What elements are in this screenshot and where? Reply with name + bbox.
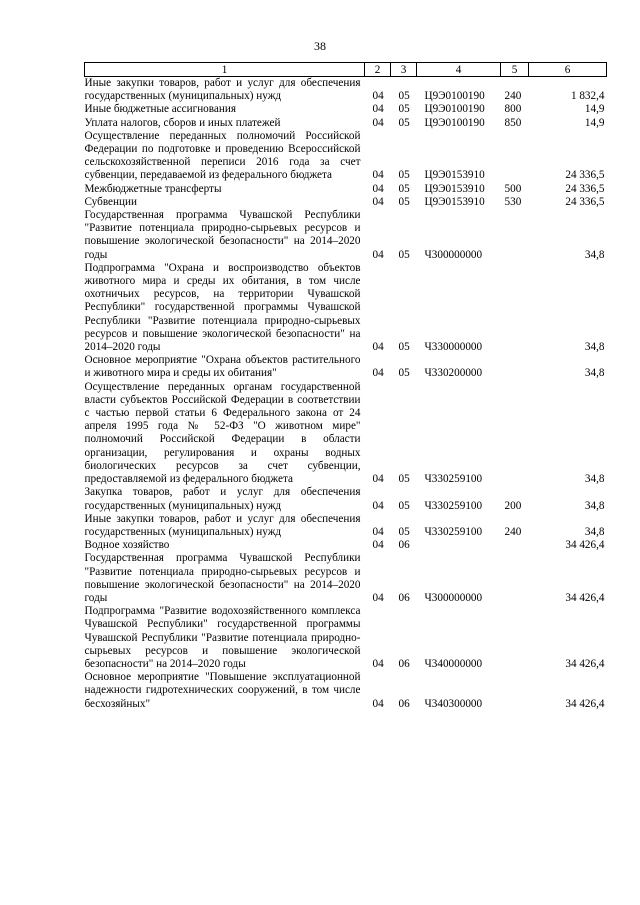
row-subsection: 05 [398,341,410,354]
row-target-item: Ч330259100 [424,499,483,512]
row-section: 04 [372,169,384,182]
table-row [85,513,607,539]
row-target-item: Ц9Э0153910 [424,169,485,182]
row-expense-type: 800 [504,103,522,116]
row-amount: 34,8 [584,499,605,512]
row-amount: 34,8 [584,473,605,486]
row-name: Закупка товаров, работ и услуг для обеспечения государственных (муниципальных) нужд [84,486,361,512]
row-section: 04 [372,499,384,512]
row-expense-type: 200 [504,499,522,512]
row-target-item: Ч340300000 [424,697,483,710]
row-section: 04 [372,591,384,604]
row-subsection: 05 [398,248,410,261]
row-name: Межбюджетные трансферты [84,182,222,195]
header-col-amount: 6 [529,63,607,77]
row-target-item: Ч330259100 [424,473,483,486]
row-target-item: Ч300000000 [424,248,483,261]
row-expense-type [501,605,529,671]
row-section: 04 [372,367,384,380]
row-section: 04 [372,116,384,129]
row-name: Подпрограмма "Охрана и воспроизводство объектов животного мира и среды их обитания, в том числе охотничьих ресурсов, на территории Чувашской Республики" государственной программы Чувашской Республики "Развитие потенциала природно-сырьевых ресурсов и повышение экологической безопасности" на 2014–2020 годы [84,261,361,354]
table-body [85,77,607,711]
row-subsection: 06 [398,697,410,710]
row-target-item: Ч300000000 [424,591,483,604]
row-target-item: Ч330000000 [424,341,483,354]
row-subsection: 06 [398,539,410,552]
table-row [85,103,607,116]
row-subsection: 05 [398,525,410,538]
table-row [85,381,607,487]
table-row [85,552,607,605]
row-expense-type: 240 [504,90,522,103]
row-target-item [417,539,501,552]
row-amount: 24 336,5 [565,182,605,195]
row-amount: 34 426,4 [565,539,605,552]
table-row [85,117,607,130]
row-amount: 34 426,4 [565,697,605,710]
page-number: 38 [314,39,326,53]
row-expense-type [501,262,529,354]
row-amount: 34,8 [584,248,605,261]
row-subsection: 06 [398,591,410,604]
table-row [85,130,607,183]
row-target-item: Ц9Э0100190 [424,116,485,129]
row-section: 04 [372,539,384,552]
row-subsection: 05 [398,195,410,208]
row-subsection: 05 [398,116,410,129]
row-subsection: 06 [398,657,410,670]
row-subsection: 05 [398,367,410,380]
row-name: Основное мероприятие "Повышение эксплуатационной надежности гидротехнических сооружений, в том числе бесхозяйных" [84,671,361,710]
row-target-item: Ц9Э0100190 [424,103,485,116]
row-expense-type [501,539,529,552]
table-row [85,262,607,354]
row-amount: 14,9 [584,103,605,116]
table-row [85,77,607,104]
row-name: Иные бюджетные ассигнования [84,103,236,116]
table-row [85,605,607,671]
row-name: Осуществление переданных органам государственной власти субъектов Российской Федерации в соответствии с частью первой статьи 6 Федерального закона от 24 апреля 1995 года № 52-ФЗ "О животном мире" полномочий Российской Федерации в области организации, регулирования и охраны водных биологических ресурсов за счет субвенции, предоставляемой из федерального бюджета [84,380,361,486]
row-expense-type: 530 [504,195,522,208]
header-col-expense-type: 5 [501,63,529,77]
table-row [85,196,607,209]
row-name: Водное хозяйство [84,539,170,552]
row-amount: 34 426,4 [565,591,605,604]
table-row [85,486,607,512]
header-row [85,63,607,77]
row-expense-type [501,671,529,711]
row-section: 04 [372,697,384,710]
row-subsection: 05 [398,473,410,486]
row-target-item: Ц9Э0153910 [424,195,485,208]
row-amount: 34,8 [584,525,605,538]
header-col-name: 1 [85,63,365,77]
table-row [85,354,607,380]
header-col-subsection: 3 [391,63,417,77]
row-amount: 24 336,5 [565,169,605,182]
row-name: Государственная программа Чувашской Республики "Развитие потенциала природно-сырьевых ресурсов и повышение экологической безопасности" на 2014–2020 годы [84,552,361,604]
row-section: 04 [372,195,384,208]
row-expense-type [501,209,529,262]
row-target-item: Ч330200000 [424,367,483,380]
row-target-item: Ц9Э0153910 [424,182,485,195]
table-row [85,183,607,196]
row-amount: 34 426,4 [565,657,605,670]
row-expense-type [501,130,529,183]
row-section: 04 [372,657,384,670]
row-expense-type: 850 [504,116,522,129]
row-expense-type: 500 [504,182,522,195]
row-name: Субвенции [84,195,137,208]
row-section: 04 [372,103,384,116]
row-section: 04 [372,525,384,538]
table-row [85,209,607,262]
row-name: Иные закупки товаров, работ и услуг для обеспечения государственных (муниципальных) нужд [84,77,361,103]
row-section: 04 [372,341,384,354]
row-target-item: Ч340000000 [424,657,483,670]
row-name: Основное мероприятие "Охрана объектов растительного и животного мира и среды их обитания" [84,354,361,380]
row-expense-type [501,552,529,605]
row-name: Иные закупки товаров, работ и услуг для обеспечения государственных (муниципальных) нужд [84,512,361,538]
row-expense-type [501,354,529,380]
row-subsection: 05 [398,499,410,512]
row-subsection: 05 [398,103,410,116]
row-section: 04 [372,473,384,486]
row-section: 04 [372,182,384,195]
row-section: 04 [372,90,384,103]
table-header [85,63,607,77]
table-row [85,671,607,711]
budget-table [84,62,607,711]
header-col-target-item: 4 [417,63,501,77]
row-name: Уплата налогов, сборов и иных платежей [84,116,281,129]
row-expense-type [501,381,529,487]
row-name: Государственная программа Чувашской Республики "Развитие потенциала природно-сырьевых ресурсов и повышение экологической безопасности" на 2014–2020 годы [84,209,361,261]
row-name: Осуществление переданных полномочий Российской Федерации по подготовке и проведению Всероссийской сельскохозяйственной переписи 2016 года за счет субвенции, передаваемой из федерального бюджета [84,129,361,182]
table-row [85,539,607,552]
row-amount: 34,8 [584,367,605,380]
row-amount: 14,9 [584,116,605,129]
row-name: Подпрограмма "Развитие водохозяйственного комплекса Чувашской Республики" государственной программы Чувашской Республики "Развитие потенциала природно-сырьевых ресурсов и повышение экологической безопасности" на 2014–2020 годы [84,605,361,670]
row-amount: 24 336,5 [565,195,605,208]
row-target-item: Ц9Э0100190 [424,90,485,103]
row-subsection: 05 [398,169,410,182]
row-expense-type: 240 [504,525,522,538]
row-target-item: Ч330259100 [424,525,483,538]
row-subsection: 05 [398,182,410,195]
row-section: 04 [372,248,384,261]
row-amount: 34,8 [584,341,605,354]
row-amount: 1 832,4 [570,90,605,103]
row-subsection: 05 [398,90,410,103]
header-col-section: 2 [365,63,391,77]
